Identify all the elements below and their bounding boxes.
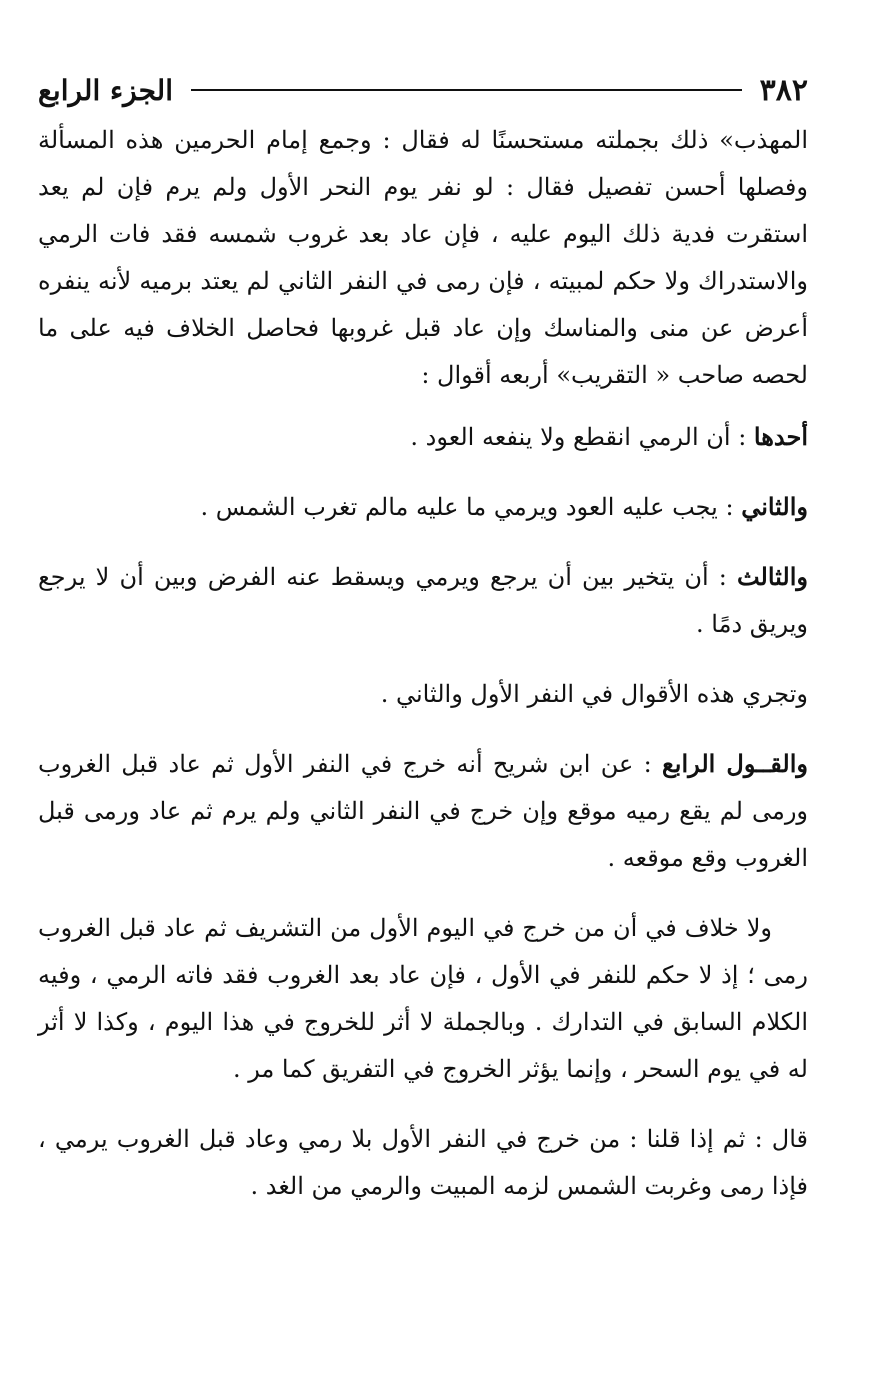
paragraph-5: [38, 670, 808, 718]
paragraph-lead: والثالث: [736, 562, 808, 591]
paragraph-8: [38, 1115, 808, 1210]
page-header: [38, 70, 808, 110]
paragraph-3: [38, 483, 808, 531]
header-rule: [191, 89, 742, 91]
paragraph-text: : يجب عليه العود ويرمي ما عليه مالم تغرب الشمس .: [200, 493, 742, 521]
paragraph-text: قال : ثم إذا قلنا : من خرج في النفر الأول بلا رمي وعاد قبل الغروب يرمي ، فإذا رمى وغربت الشمس لزمه المبيت والرمي من الغد .: [38, 1125, 808, 1200]
paragraph-1: [38, 116, 808, 399]
page-number: ٣٨٢: [759, 72, 808, 108]
running-title: الجزء الرابع: [38, 73, 173, 107]
paragraph-lead: أحدها: [753, 422, 808, 451]
paragraph-7: [38, 904, 808, 1093]
paragraph-6: [38, 740, 808, 882]
paragraph-2: [38, 413, 808, 461]
paragraph-text: وتجري هذه الأقوال في النفر الأول والثاني .: [380, 680, 808, 708]
paragraph-lead: والقــول الرابع: [662, 749, 808, 778]
paragraph-text: المهذب» ذلك بجملته مستحسنًا له فقال : وجمع إمام الحرمين هذه المسألة وفصلها أحسن تفصيل فقال : لو نفر يوم النحر الأول ولم يرم فإن لم يعد استقرت فدية ذلك اليوم عليه ، فإن عاد بعد غروب شمسه فقد فات الرمي والاستدراك ولا حكم لمبيته ، فإن رمى في النفر الثاني لم يعتد برميه لأنه ينفره أعرض عن منى والمناسك وإن عاد قبل غروبها فحاصل الخلاف فيه على ما لحصه صاحب « التقريب» أربعه أقوال :: [38, 126, 808, 389]
paragraph-4: [38, 553, 808, 648]
paragraph-text: ولا خلاف في أن من خرج في اليوم الأول من التشريف ثم عاد قبل الغروب رمى ؛ إذ لا حكم للنفر في الأول ، فإن عاد بعد الغروب فقد فاته الرمي ، وفيه الكلام السابق في التدارك . وبالجملة لا أثر للخروج في هذا اليوم ، وكذا لا أثر له في يوم السحر ، وإنما يؤثر الخروج في التفريق كما مر .: [38, 914, 808, 1083]
paragraph-text: : أن يتخير بين أن يرجع ويرمي ويسقط عنه الفرض وبين أن لا يرجع ويريق دمًا .: [38, 563, 808, 638]
paragraph-text: : أن الرمي انقطع ولا ينفعه العود .: [410, 423, 754, 451]
book-page: [38, 70, 808, 1232]
paragraph-lead: والثاني: [741, 492, 808, 521]
body-text: [38, 116, 808, 1210]
paragraph-text: : عن ابن شريح أنه خرج في النفر الأول ثم عاد قبل الغروب ورمى لم يقع رميه موقع وإن خرج في النفر الثاني ولم يرم ثم عاد ورمى قبل الغروب وقع موقعه .: [38, 750, 808, 872]
